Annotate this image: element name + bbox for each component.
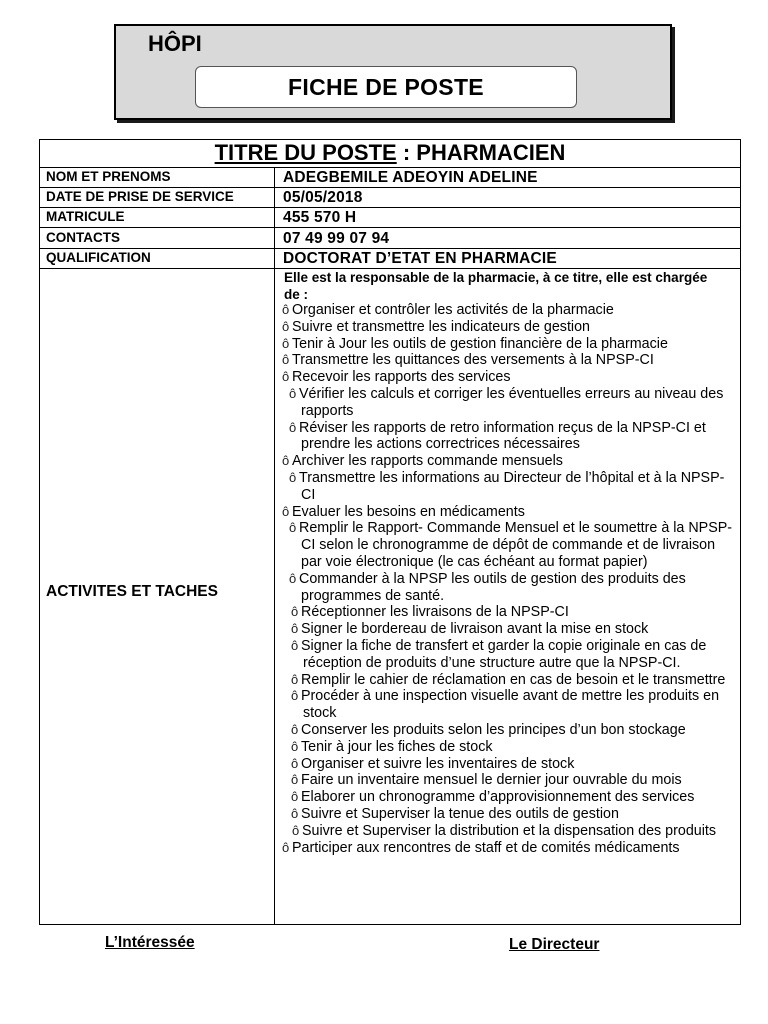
bullet-icon: ô: [291, 637, 299, 653]
task-item: ô Transmettre les quittances des versements à la NPSP-CI: [282, 352, 654, 369]
bullet-icon: ô: [282, 369, 290, 385]
task-item: ô Participer aux rencontres de staff et de comités médicaments: [282, 839, 680, 856]
row-divider: [39, 227, 741, 228]
bullet-icon: ô: [291, 688, 299, 704]
bullet-icon: ô: [291, 755, 299, 771]
task-item: ô Tenir à Jour les outils de gestion financière de la pharmacie: [282, 335, 668, 352]
task-item: ô Faire un inventaire mensuel le dernier jour ouvrable du mois: [291, 772, 682, 789]
row-divider: [39, 167, 741, 168]
bullet-icon: ô: [291, 721, 299, 737]
bullet-icon: ô: [291, 671, 299, 687]
row-divider: [39, 248, 741, 249]
bullet-icon: ô: [289, 419, 297, 435]
task-item: ô Réviser les rapports de retro information reçus de la NPSP-CI et prendre les actions correctrices nécessaires: [289, 419, 706, 453]
task-list: [282, 302, 738, 856]
bullet-icon: ô: [282, 503, 290, 519]
row-divider: [39, 187, 741, 188]
task-item: ô Remplir le cahier de réclamation en cas de besoin et le transmettre: [291, 671, 726, 688]
bullet-icon: ô: [291, 805, 299, 821]
document-title-box: [195, 66, 577, 108]
post-title-value: PHARMACIEN: [416, 140, 566, 165]
bullet-icon: ô: [282, 839, 290, 855]
bullet-icon: ô: [282, 352, 290, 368]
field-label-contacts: CONTACTS: [46, 230, 120, 245]
task-item: ô Suivre et transmettre les indicateurs de gestion: [282, 318, 591, 335]
bullet-icon: ô: [292, 822, 300, 838]
bullet-icon: ô: [291, 772, 299, 788]
bullet-icon: ô: [291, 604, 299, 620]
task-item: ô Signer la fiche de transfert et garder la copie originale en cas de réception de produits d’une structure autre que la NPSP-CI.: [291, 637, 707, 671]
task-item: ô Réceptionner les livraisons de la NPSP-CI: [291, 604, 569, 621]
task-item: ô Archiver les rapports commande mensuels: [282, 453, 563, 470]
task-item: ô Organiser et suivre les inventaires de stock: [291, 755, 575, 772]
bullet-icon: ô: [289, 385, 297, 401]
task-item: ô Signer le bordereau de livraison avant la mise en stock: [291, 621, 649, 638]
activities-intro: Elle est la responsable de la pharmacie, à ce titre, elle est chargée de :: [284, 270, 708, 302]
task-item: ô Vérifier les calculs et corriger les éventuelles erreurs au niveau des rapports: [289, 385, 724, 419]
document-title: FICHE DE POSTE: [288, 73, 484, 100]
field-value-matricule: 455 570 H: [283, 209, 357, 226]
field-value-start-date: 05/05/2018: [283, 189, 363, 206]
activities-label: ACTIVITES ET TACHES: [46, 583, 218, 600]
task-item: ô Remplir le Rapport- Commande Mensuel et le soumettre à la NPSP-CI selon le chronogramme de dépôt de commande et de livraison par voie électronique (le cas échéant au format papier): [289, 520, 733, 570]
bullet-icon: ô: [282, 453, 290, 469]
bullet-icon: ô: [291, 738, 299, 754]
field-label-matricule: MATRICULE: [46, 209, 125, 224]
post-title: [39, 139, 741, 167]
signature-employee: L’Intéressée: [105, 934, 195, 951]
task-item: ô Suivre et Superviser la tenue des outils de gestion: [291, 805, 619, 822]
bullet-icon: ô: [291, 621, 299, 637]
task-item: ô Suivre et Superviser la distribution et la dispensation des produits: [292, 822, 717, 839]
field-value-contacts: 07 49 99 07 94: [283, 230, 390, 247]
bullet-icon: ô: [289, 570, 297, 586]
field-label-name: NOM ET PRENOMS: [46, 169, 171, 184]
field-label-start-date: DATE DE PRISE DE SERVICE: [46, 189, 234, 204]
task-item: ô Conserver les produits selon les principes d’un bon stockage: [291, 721, 686, 738]
task-item: ô Recevoir les rapports des services: [282, 369, 511, 386]
column-divider: [274, 167, 275, 925]
bullet-icon: ô: [291, 789, 299, 805]
task-item: ô Transmettre les informations au Directeur de l’hôpital et à la NPSP-CI: [289, 469, 725, 503]
bullet-icon: ô: [282, 335, 290, 351]
field-value-qualification: DOCTORAT D’ETAT EN PHARMACIE: [283, 250, 557, 267]
task-item: ô Tenir à jour les fiches de stock: [291, 738, 493, 755]
bullet-icon: ô: [289, 520, 297, 536]
post-title-separator: :: [396, 140, 417, 165]
bullet-icon: ô: [282, 302, 290, 317]
task-item: ô Organiser et contrôler les activités de la pharmacie: [282, 302, 614, 318]
bullet-icon: ô: [289, 469, 297, 485]
signature-director: Le Directeur: [509, 936, 600, 953]
field-label-qualification: QUALIFICATION: [46, 250, 151, 265]
bullet-icon: ô: [282, 318, 290, 334]
row-divider: [39, 207, 741, 208]
task-item: ô Commander à la NPSP les outils de gestion des produits des programmes de santé.: [289, 570, 686, 604]
post-title-label: TITRE DU POSTE: [214, 140, 397, 165]
task-item: ô Elaborer un chronogramme d’approvisionnement des services: [291, 789, 695, 806]
task-item: ô Procéder à une inspection visuelle avant de mettre les produits en stock: [291, 688, 720, 722]
hospital-name: HÔPI: [148, 31, 202, 56]
task-item: ô Evaluer les besoins en médicaments: [282, 503, 525, 520]
field-value-name: ADEGBEMILE ADEOYIN ADELINE: [283, 169, 538, 186]
